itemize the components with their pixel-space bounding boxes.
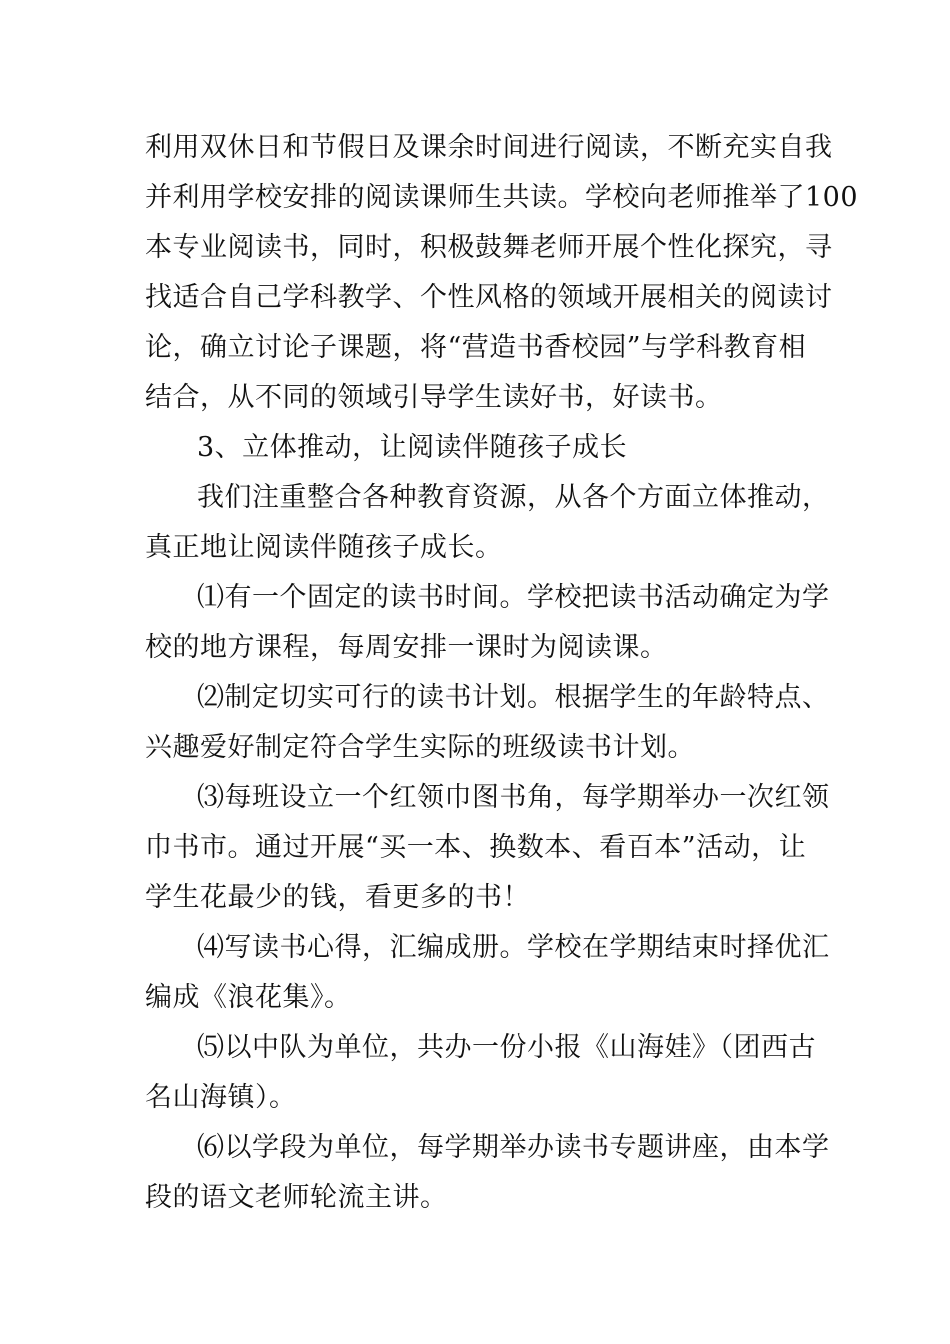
paragraph-line: 我们注重整合各种教育资源，从各个方面立体推动， [197, 482, 830, 513]
paragraph-line: 找适合自己学科教学、个性风格的领域开展相关的阅读讨 [145, 282, 833, 313]
list-item-line: ⑵制定切实可行的读书计划。根据学生的年龄特点、 [197, 682, 830, 713]
list-item-line: 编成《浪花集》。 [145, 982, 352, 1013]
list-item-line: ⑴有一个固定的读书时间。学校把读书活动确定为学 [197, 582, 830, 613]
list-item-line: 学生花最少的钱，看更多的书！ [145, 882, 530, 913]
paragraph-line: 并利用学校安排的阅读课师生共读。学校向老师推举了100 [145, 182, 859, 213]
list-item-line: ⑶每班设立一个红领巾图书角，每学期举办一次红领 [197, 782, 830, 813]
list-item-line: 巾书市。通过开展“买一本、换数本、看百本”活动，让 [145, 832, 807, 863]
list-item-line: ⑹以学段为单位，每学期举办读书专题讲座，由本学 [197, 1132, 830, 1163]
paragraph-line: 利用双休日和节假日及课余时间进行阅读，不断充实自我 [145, 132, 833, 163]
paragraph-line: 本专业阅读书，同时，积极鼓舞老师开展个性化探究，寻 [145, 232, 833, 263]
paragraph-line: 论，确立讨论子课题，将“营造书香校园”与学科教育相 [145, 332, 807, 363]
list-item-line: 段的语文老师轮流主讲。 [145, 1182, 448, 1213]
paragraph-line: 真正地让阅读伴随孩子成长。 [145, 532, 503, 563]
list-item-line: 校的地方课程，每周安排一课时为阅读课。 [145, 632, 668, 663]
list-item-line: 名山海镇）。 [145, 1082, 297, 1113]
list-item-line: 兴趣爱好制定符合学生实际的班级读书计划。 [145, 732, 695, 763]
section-heading: 3、立体推动，让阅读伴随孩子成长 [197, 432, 628, 463]
list-item-line: ⑷写读书心得，汇编成册。学校在学期结束时择优汇 [197, 932, 830, 963]
list-item-line: ⑸以中队为单位，共办一份小报《山海娃》（团西古 [197, 1032, 816, 1063]
paragraph-line: 结合，从不同的领域引导学生读好书，好读书。 [145, 382, 723, 413]
